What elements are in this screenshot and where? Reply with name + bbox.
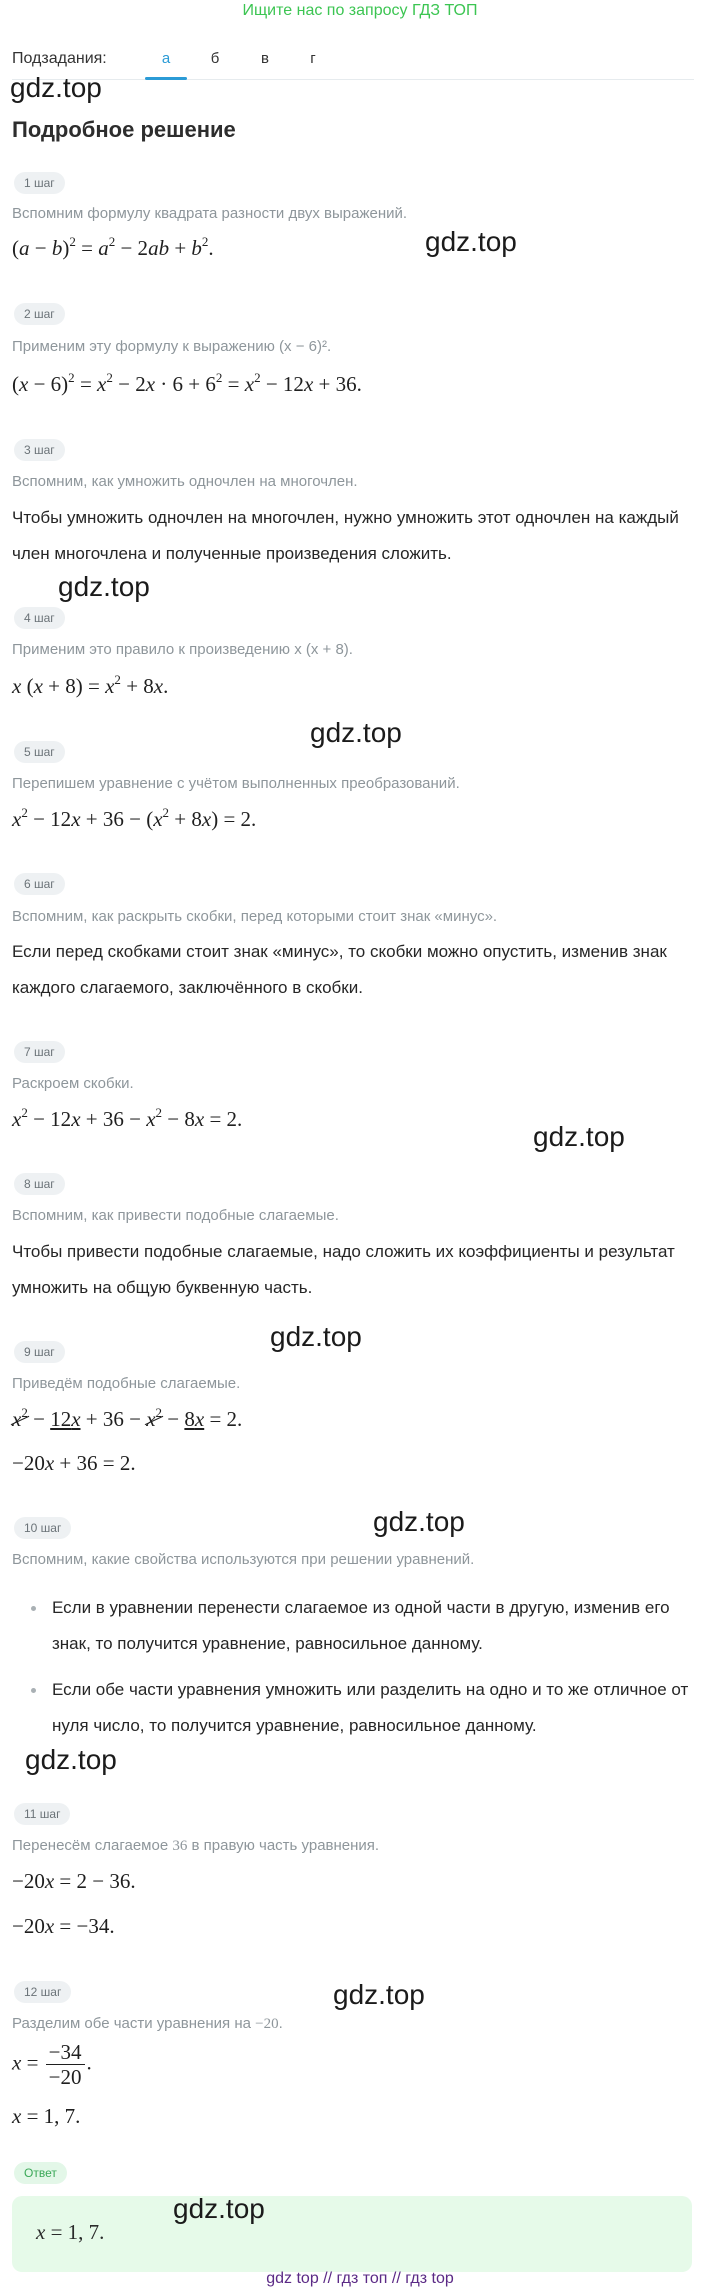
watermark: gdz.top [333, 1979, 425, 2010]
step-description: Разделим обе части уравнения на −20. [12, 2015, 283, 2032]
answer-box [12, 2196, 692, 2272]
step-description: Вспомним, как раскрыть скобки, перед которыми стоит знак «минус». [12, 908, 498, 925]
step-description: Применим эту формулу к выражению (x − 6)². [12, 338, 332, 355]
step-formula: −20x + 36 = 2. [12, 1451, 136, 1475]
step-description: Вспомним, какие свойства используются при решении уравнений. [12, 1551, 475, 1568]
bullet-dot-icon [31, 1688, 36, 1693]
rule-text: Чтобы умножить одночлен на многочлен, нужно умножить этот одночлен на каждый член многочлена и полученные произведения сложить. [12, 508, 679, 563]
watermark: gdz.top [173, 2193, 265, 2224]
fraction: $\frac{-34}{-20}$ [46, 2040, 85, 2089]
bullet-dot-icon [31, 1606, 36, 1611]
step-formula: −20x = −34. [12, 1914, 115, 1938]
step-formula: $(x - 6)^2 = x^2 - 2x \cdot 6 + 6^2 = x^2 - 12x + 36$. [12, 369, 362, 396]
search-banner[interactable]: Ищите нас по запросу ГДЗ ТОП [242, 2, 478, 19]
footer-link[interactable]: гдз top [405, 2270, 454, 2287]
tab-b[interactable]: б [210, 50, 220, 67]
list-item: Если в уравнении перенести слагаемое из одной части в другую, изменив его знак, то получится уравнение, равносильное данному. [12, 1590, 692, 1662]
subtasks-tabs [12, 46, 694, 80]
footer-separator: // [391, 2270, 406, 2287]
step-formula: −20x = 2 − 36. [12, 1869, 136, 1893]
step-badge: 11 шаг [14, 1803, 70, 1825]
step-description: Перепишем уравнение с учётом выполненных преобразований. [12, 775, 460, 792]
watermark: gdz.top [373, 1506, 465, 1537]
step-badge: 7 шаг [14, 1041, 65, 1063]
answer-formula: x = 1, 7. [36, 2220, 105, 2244]
step-description: Перенесём слагаемое 36 в правую часть уравнения. [12, 1837, 380, 1854]
step-badge: 9 шаг [14, 1341, 65, 1363]
tab-a[interactable]: а [161, 50, 171, 67]
step-formula: $x^2 - 12x + 36 - x^2 - 8x = 2$. [12, 1104, 243, 1131]
step-badge: 12 шаг [14, 1981, 71, 2003]
step-formula: x = 1, 7. [12, 2104, 81, 2128]
step-description: Вспомним, как привести подобные слагаемые. [12, 1207, 339, 1224]
step-badge: 5 шаг [14, 741, 65, 763]
step-description: Вспомним формулу квадрата разности двух выражений. [12, 205, 408, 222]
step-badge: 2 шаг [14, 303, 65, 325]
watermark: gdz.top [310, 717, 402, 748]
step-badge: 10 шаг [14, 1517, 71, 1539]
step-description: Приведём подобные слагаемые. [12, 1375, 241, 1392]
watermark: gdz.top [25, 1744, 117, 1775]
step-description: Применим это правило к произведению x (x + 8). [12, 641, 353, 658]
answer-badge: Ответ [14, 2162, 67, 2184]
watermark: gdz.top [10, 72, 102, 103]
step-formula-fraction: x = $\frac{-34}{-20}$ . [12, 2040, 92, 2089]
watermark: gdz.top [425, 226, 517, 257]
footer-link[interactable]: гдз топ [336, 2270, 388, 2287]
tabs-label: Подзадания: [12, 50, 107, 67]
step-badge: 6 шаг [14, 873, 65, 895]
step-badge: 3 шаг [14, 439, 65, 461]
active-tab-indicator [145, 77, 187, 80]
watermark: gdz.top [270, 1321, 362, 1352]
list-item: Если обе части уравнения умножить или разделить на одно и то же отличное от нуля число, то получится уравнение, равносильное данному. [12, 1672, 692, 1744]
step-description: Вспомним, как умножить одночлен на многочлен. [12, 473, 358, 490]
watermark: gdz.top [533, 1121, 625, 1152]
watermark: gdz.top [58, 571, 150, 602]
step-formula: $(a - b)^2 = a^2 - 2ab + b^2$. [12, 233, 214, 260]
step-badge: 4 шаг [14, 607, 65, 629]
step-formula: $x^2 - 12x + 36 - (x^2 + 8x) = 2$. [12, 804, 257, 831]
footer-links [0, 2270, 720, 2288]
step-badge: 1 шаг [14, 172, 65, 194]
footer-link[interactable]: gdz top [266, 2270, 319, 2287]
tab-g[interactable]: г [310, 50, 316, 67]
rule-text: Если перед скобками стоит знак «минус», то скобки можно опустить, изменив знак каждого слагаемого, заключённого в скобки. [12, 942, 667, 997]
footer-separator: // [323, 2270, 337, 2287]
section-title: Подробное решение [12, 117, 236, 142]
step-description: Раскроем скобки. [12, 1075, 134, 1092]
step-formula: x $(x + 8) = x^2 + 8x$. [12, 671, 169, 698]
tab-v[interactable]: в [261, 50, 269, 67]
step-badge: 8 шаг [14, 1173, 65, 1195]
rule-text: Чтобы привести подобные слагаемые, надо сложить их коэффициенты и результат умножить на общую буквенную часть. [12, 1242, 675, 1297]
step-formula-crossed: $x^2 - 12x + 36 - x^2 - 8x = 2$. [12, 1404, 243, 1431]
properties-list [12, 1590, 692, 1744]
